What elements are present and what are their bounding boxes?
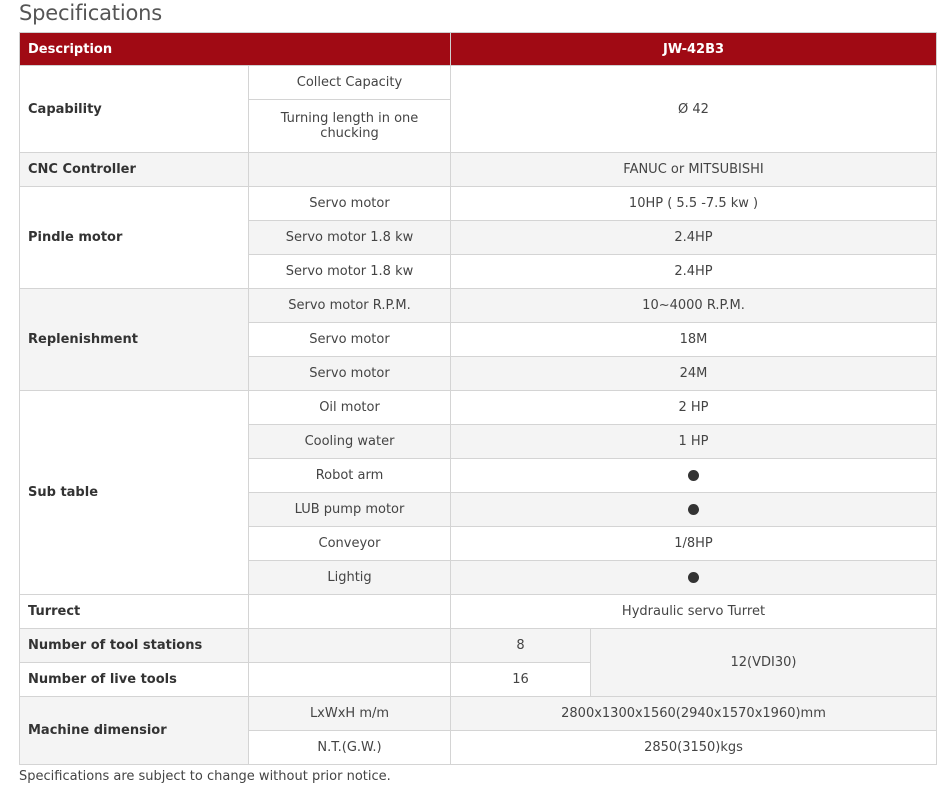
table-row [20, 391, 937, 425]
sub-label: Servo motor [249, 323, 451, 357]
table-row [20, 697, 937, 731]
sub-label: Conveyor [249, 527, 451, 561]
bullet-dot-icon [688, 572, 699, 583]
header-model: JW-42B3 [451, 33, 937, 66]
value-cell: 2.4HP [451, 255, 937, 289]
row-label-sub-table: Sub table [20, 391, 249, 595]
sub-label [249, 629, 451, 663]
page-title: Specifications [19, 1, 162, 25]
table-row [20, 187, 937, 221]
value-cell: 24M [451, 357, 937, 391]
sub-label: N.T.(G.W.) [249, 731, 451, 765]
table-row [20, 629, 937, 663]
sub-label: Servo motor R.P.M. [249, 289, 451, 323]
value-cell: 10~4000 R.P.M. [451, 289, 937, 323]
row-label-cnc-controller: CNC Controller [20, 153, 249, 187]
value-cell: 2 HP [451, 391, 937, 425]
row-label-spindle-motor: Pindle motor [20, 187, 249, 289]
bullet-dot-icon [688, 470, 699, 481]
value-cell: 8 [451, 629, 591, 663]
value-cell: 16 [451, 663, 591, 697]
table-row [20, 289, 937, 323]
notice-text: Specifications are subject to change without prior notice. [19, 769, 391, 784]
row-label-capability: Capability [20, 66, 249, 153]
value-cell: 2.4HP [451, 221, 937, 255]
sub-label: LUB pump motor [249, 493, 451, 527]
specifications-table [19, 32, 937, 765]
sub-label: Cooling water [249, 425, 451, 459]
row-label-live-tools: Number of live tools [20, 663, 249, 697]
sub-label: Servo motor [249, 357, 451, 391]
sub-label: Robot arm [249, 459, 451, 493]
sub-label [249, 595, 451, 629]
value-cell: 1/8HP [451, 527, 937, 561]
value-cell [451, 459, 937, 493]
shared-value-cell: 12(VDI30) [591, 629, 937, 697]
header-description: Description [20, 33, 451, 66]
sub-label: Turning length in one chucking [249, 100, 451, 153]
bullet-dot-icon [688, 504, 699, 515]
value-cell: 1 HP [451, 425, 937, 459]
table-row [20, 153, 937, 187]
value-cell: 18M [451, 323, 937, 357]
sub-label: Lightig [249, 561, 451, 595]
row-label-tool-stations: Number of tool stations [20, 629, 249, 663]
row-label-replenishment: Replenishment [20, 289, 249, 391]
row-label-machine-dimension: Machine dimensior [20, 697, 249, 765]
value-cell: FANUC or MITSUBISHI [451, 153, 937, 187]
table-header-row [20, 33, 937, 66]
table-row [20, 66, 937, 100]
value-cell: Hydraulic servo Turret [451, 595, 937, 629]
sub-label: Servo motor 1.8 kw [249, 255, 451, 289]
value-cell: 10HP ( 5.5 -7.5 kw ) [451, 187, 937, 221]
sub-label: Servo motor [249, 187, 451, 221]
sub-label [249, 663, 451, 697]
value-cell [451, 493, 937, 527]
value-cell: 2850(3150)kgs [451, 731, 937, 765]
table-row [20, 595, 937, 629]
sub-label: Servo motor 1.8 kw [249, 221, 451, 255]
value-cell: 2800x1300x1560(2940x1570x1960)mm [451, 697, 937, 731]
sub-label: LxWxH m/m [249, 697, 451, 731]
sub-label [249, 153, 451, 187]
value-cell: Ø 42 [451, 66, 937, 153]
sub-label: Collect Capacity [249, 66, 451, 100]
value-cell [451, 561, 937, 595]
sub-label: Oil motor [249, 391, 451, 425]
row-label-turret: Turrect [20, 595, 249, 629]
